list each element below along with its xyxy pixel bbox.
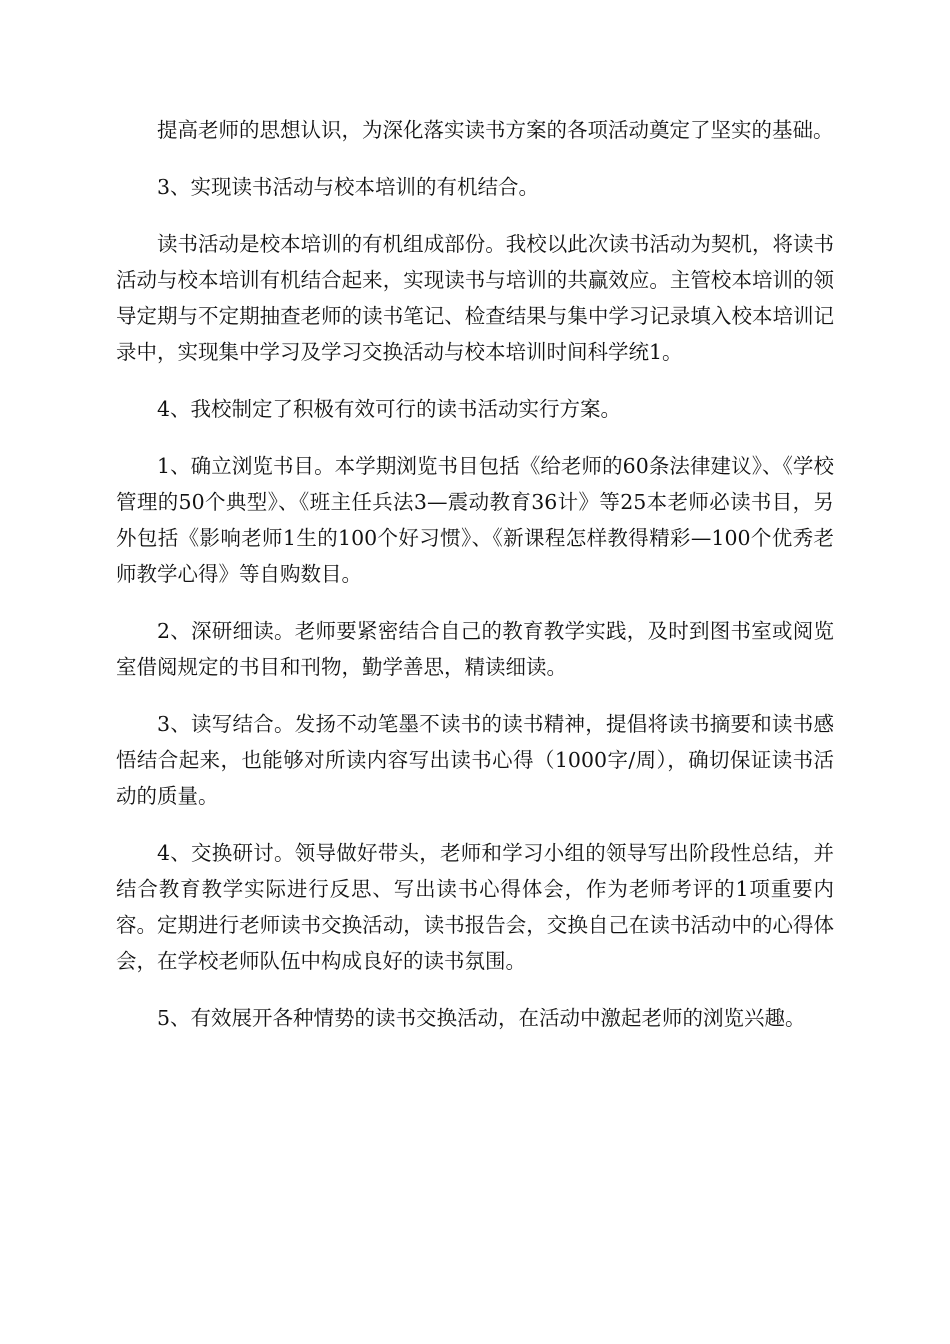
- paragraph: 4、我校制定了积极有效可行的读书活动实行方案。: [157, 397, 622, 421]
- paragraph: 2、深研细读。老师要紧密结合自己的教育教学实践，及时到图书室或阅览室借阅规定的书目和刊物，勤学善思，精读细读。: [116, 619, 834, 679]
- document-body: [116, 112, 834, 1057]
- paragraph: 3、读写结合。发扬不动笔墨不读书的读书精神，提倡将读书摘要和读书感悟结合起来，也能够对所读内容写出读书心得（1000字/周），确切保证读书活动的质量。: [116, 712, 834, 808]
- paragraph: 1、确立浏览书目。本学期浏览书目包括《给老师的60条法律建议》、《学校管理的50个典型》、《班主任兵法3—震动教育36计》等25本老师必读书目，另外包括《影响老师1生的100个好习惯》、《新课程怎样教得精彩—100个优秀老师教学心得》等自购数目。: [116, 454, 834, 586]
- paragraph: 提高老师的思想认识，为深化落实读书方案的各项活动奠定了坚实的基础。: [157, 118, 834, 142]
- paragraph: 读书活动是校本培训的有机组成部份。我校以此次读书活动为契机，将读书活动与校本培训有机结合起来，实现读书与培训的共赢效应。主管校本培训的领导定期与不定期抽查老师的读书笔记、检查结果与集中学习记录填入校本培训记录中，实现集中学习及学习交换活动与校本培训时间科学统1。: [116, 232, 834, 364]
- paragraph: 3、实现读书活动与校本培训的有机结合。: [157, 175, 540, 199]
- paragraph: 4、交换研讨。领导做好带头，老师和学习小组的领导写出阶段性总结，并结合教育教学实际进行反思、写出读书心得体会，作为老师考评的1项重要内容。定期进行老师读书交换活动，读书报告会，交换自己在读书活动中的心得体会，在学校老师队伍中构成良好的读书氛围。: [116, 841, 834, 973]
- paragraph: 5、有效展开各种情势的读书交换活动，在活动中激起老师的浏览兴趣。: [157, 1006, 806, 1030]
